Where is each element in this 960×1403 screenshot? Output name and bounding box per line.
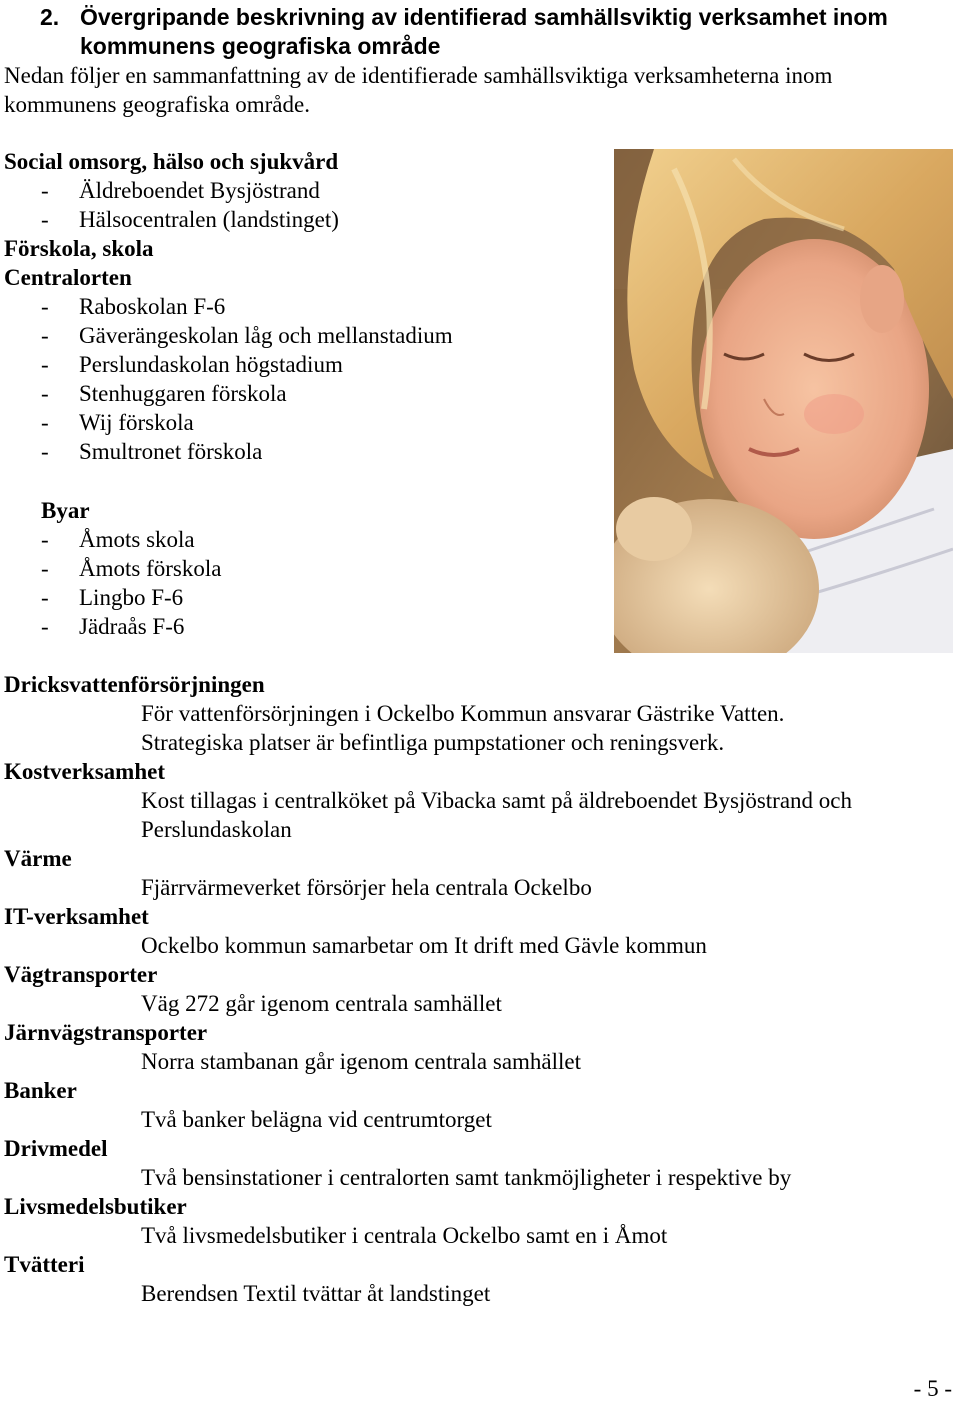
section-text: Väg 272 går igenom centrala samhället — [141, 991, 502, 1016]
villages-block — [4, 496, 604, 641]
list-item: - Hälsocentralen (landstinget) — [41, 207, 339, 232]
section-title: Banker — [4, 1078, 77, 1103]
list-item: - Åmots förskola — [41, 556, 222, 581]
list-item: - Åmots skola — [41, 527, 195, 552]
child-photo — [614, 149, 953, 653]
heading-number: 2. — [40, 4, 60, 30]
intro-paragraph: Nedan följer en sammanfattning av de identifierade samhällsviktiga verksamheterna inom kommunens geografiska område. — [4, 63, 833, 117]
list-item: - Gäverängeskolan låg och mellanstadium — [41, 323, 453, 348]
page-number: - 5 - — [913, 1376, 952, 1401]
social-care-list — [4, 176, 604, 234]
list-item: - Perslundaskolan högstadium — [41, 352, 343, 377]
list-item: - Stenhuggaren förskola — [41, 381, 287, 406]
villages-list — [4, 525, 604, 641]
list-item: - Äldreboendet Bysjöstrand — [41, 178, 320, 203]
list-item: - Raboskolan F-6 — [41, 294, 226, 319]
villages-title: Byar — [41, 498, 90, 523]
section-title: Järnvägstransporter — [4, 1020, 208, 1045]
social-care-title: Social omsorg, hälso och sjukvård — [4, 149, 339, 174]
section-text: Norra stambanan går igenom centrala samhället — [141, 1049, 582, 1074]
social-care-block — [4, 147, 604, 466]
section-text: Berendsen Textil tvättar åt landstinget — [141, 1281, 491, 1306]
section-text: Två banker belägna vid centrumtorget — [141, 1107, 492, 1132]
section-title: Drivmedel — [4, 1136, 108, 1161]
section-heading — [4, 3, 934, 61]
section-title: Dricksvattenförsörjningen — [4, 672, 265, 697]
section-text: Strategiska platser är befintliga pumpstationer och reningsverk. — [141, 730, 725, 755]
list-item: - Wij förskola — [41, 410, 194, 435]
sections-block — [4, 670, 954, 1308]
section-title: Värme — [4, 846, 72, 871]
school-title: Förskola, skola — [4, 236, 154, 261]
list-item: - Lingbo F-6 — [41, 585, 184, 610]
section-title: IT-verksamhet — [4, 904, 149, 929]
section-text: Kost tillagas i centralköket på Vibacka samt på äldreboendet Bysjöstrand och — [141, 788, 852, 813]
section-title: Kostverksamhet — [4, 759, 165, 784]
section-title: Vägtransporter — [4, 962, 158, 987]
section-text: För vattenförsörjningen i Ockelbo Kommun ansvarar Gästrike Vatten. — [141, 701, 785, 726]
list-item: - Jädraås F-6 — [41, 614, 185, 639]
section-text: Ockelbo kommun samarbetar om It drift med Gävle kommun — [141, 933, 707, 958]
school-subtitle: Centralorten — [4, 265, 132, 290]
section-text: Perslundaskolan — [141, 817, 292, 842]
list-item: - Smultronet förskola — [41, 439, 263, 464]
section-text: Fjärrvärmeverket försörjer hela centrala Ockelbo — [141, 875, 592, 900]
section-title: Tvätteri — [4, 1252, 85, 1277]
section-text: Två bensinstationer i centralorten samt tankmöjligheter i respektive by — [141, 1165, 792, 1190]
section-title: Livsmedelsbutiker — [4, 1194, 187, 1219]
heading-title: Övergripande beskrivning av identifierad samhällsviktig verksamhet inom kommunens geografiska område — [80, 4, 888, 59]
section-text: Två livsmedelsbutiker i centrala Ockelbo samt en i Åmot — [141, 1223, 668, 1248]
child-photo-image — [614, 149, 953, 653]
school-list — [4, 292, 604, 466]
